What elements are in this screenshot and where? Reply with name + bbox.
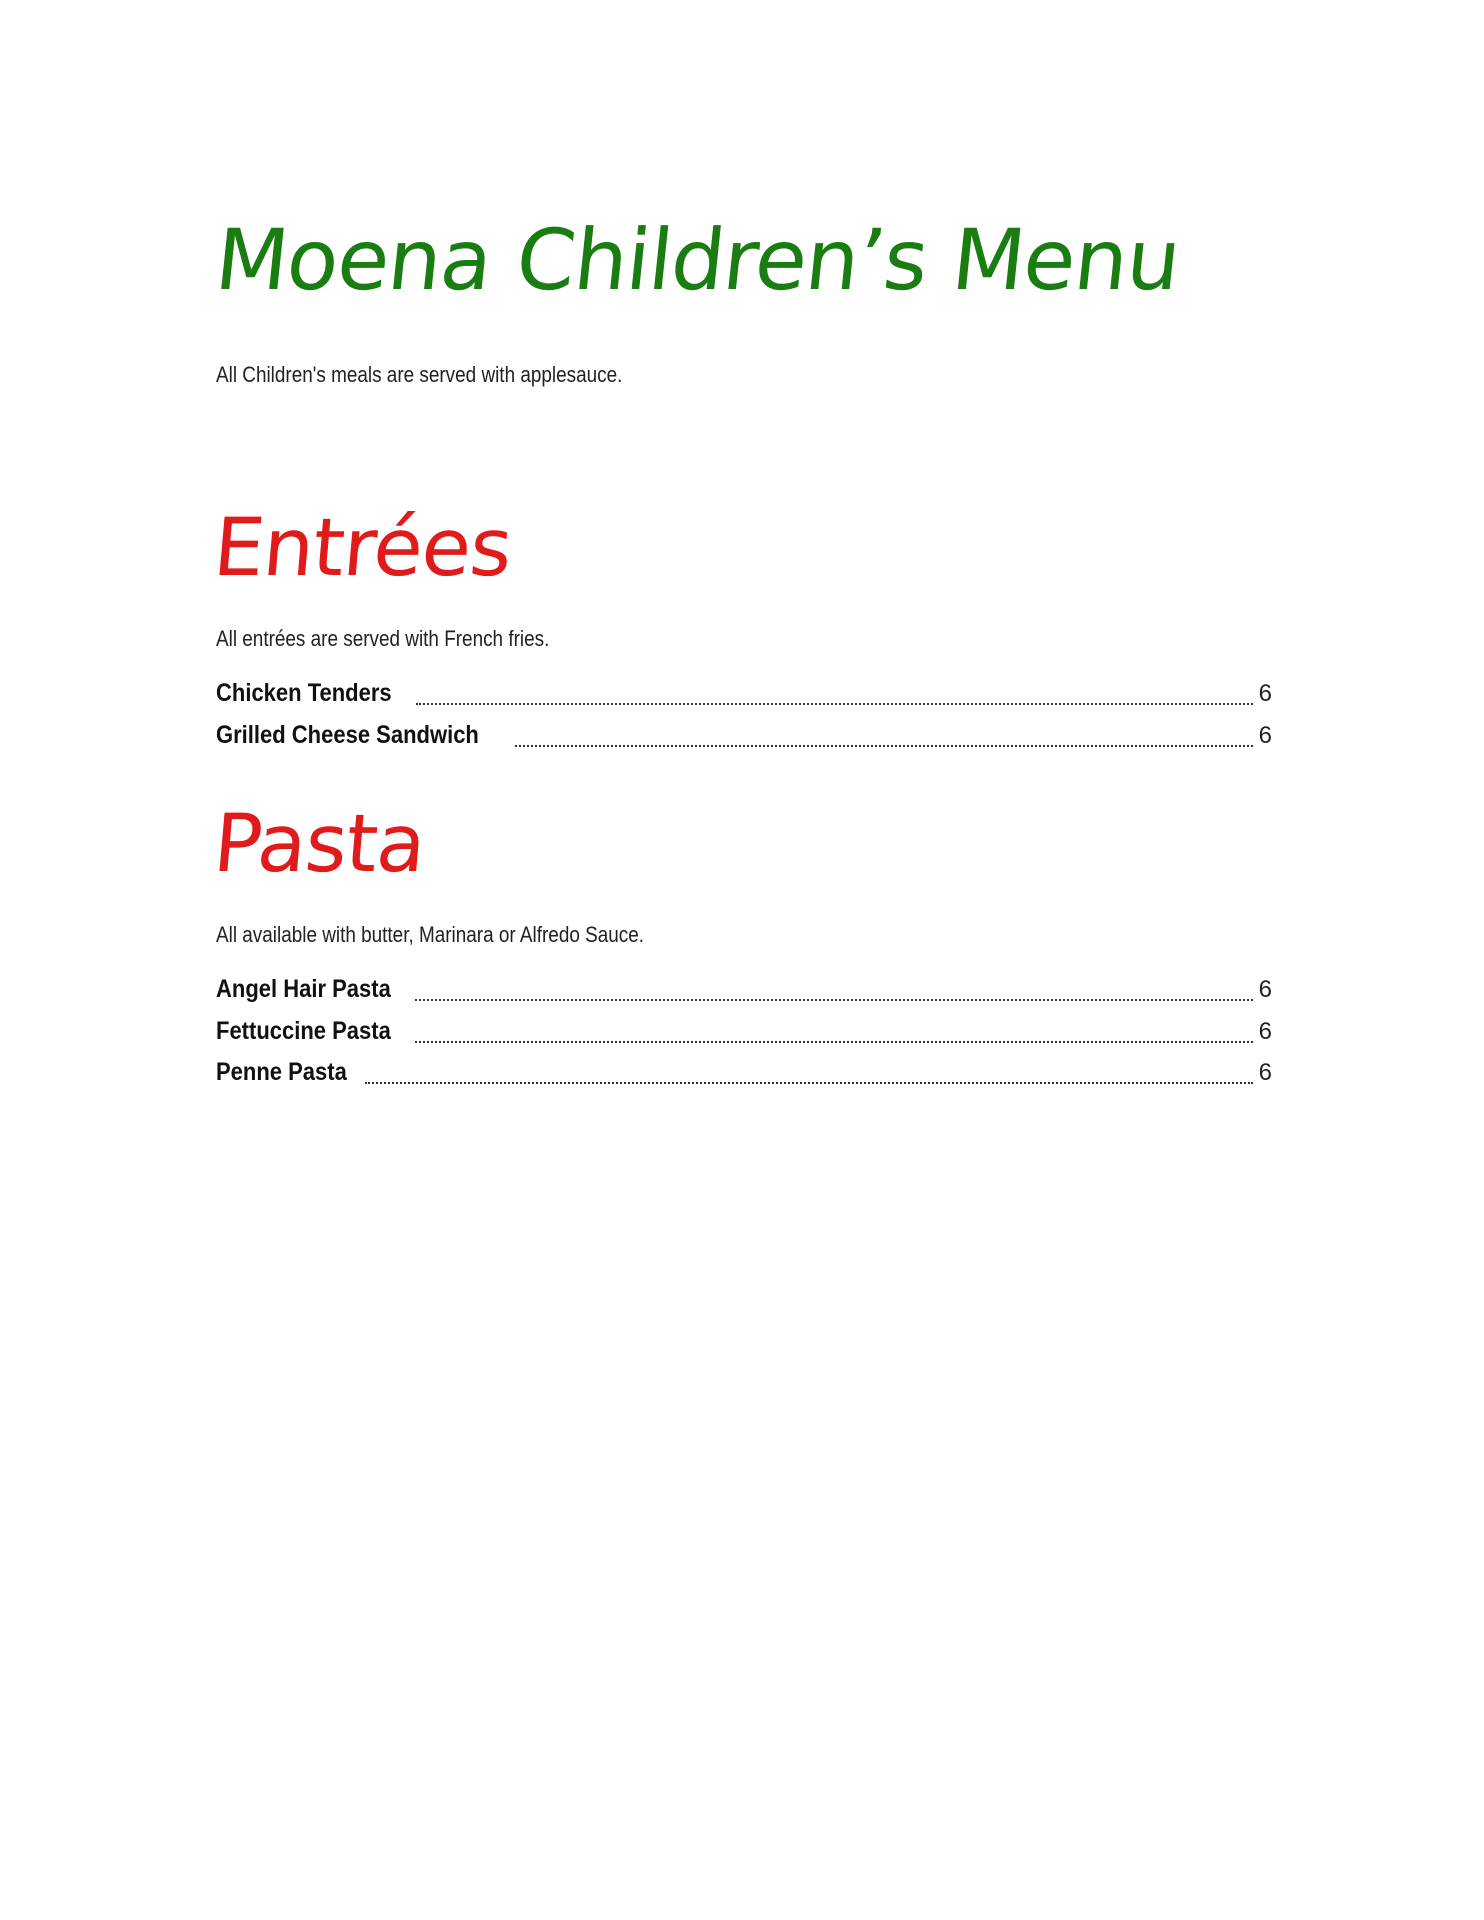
dot-leader	[415, 999, 1253, 1001]
menu-item-penne-pasta	[216, 1058, 1272, 1092]
dot-leader	[515, 745, 1253, 747]
menu-item-name: Angel Hair Pasta	[216, 975, 391, 1003]
menu-item-fettuccine-pasta	[216, 1017, 1272, 1051]
section-note-pasta: All available with butter, Marinara or Alfredo Sauce.	[216, 922, 645, 947]
menu-item-chicken-tenders	[216, 679, 1272, 713]
section-title-pasta: Pasta	[209, 797, 429, 890]
menu-title: Moena Children’s Menu	[210, 211, 1185, 309]
menu-item-price: 6	[1258, 722, 1272, 749]
menu-item-angel-hair-pasta	[216, 975, 1272, 1009]
section-note-entrees: All entrées are served with French fries.	[216, 626, 550, 651]
menu-item-price: 6	[1258, 680, 1272, 707]
menu-item-name: Grilled Cheese Sandwich	[216, 721, 479, 749]
menu-item-name: Penne Pasta	[216, 1058, 347, 1086]
menu-item-grilled-cheese-sandwich	[216, 721, 1272, 755]
dot-leader	[416, 703, 1253, 705]
menu-note: All Children's meals are served with applesauce.	[216, 362, 623, 387]
dot-leader	[365, 1082, 1253, 1084]
dot-leader	[415, 1041, 1253, 1043]
menu-item-name: Chicken Tenders	[216, 679, 392, 707]
section-title-entrees: Entrées	[209, 501, 515, 594]
menu-item-price: 6	[1258, 976, 1272, 1003]
menu-item-price: 6	[1258, 1018, 1272, 1045]
menu-item-price: 6	[1258, 1059, 1272, 1086]
menu-item-name: Fettuccine Pasta	[216, 1017, 391, 1045]
